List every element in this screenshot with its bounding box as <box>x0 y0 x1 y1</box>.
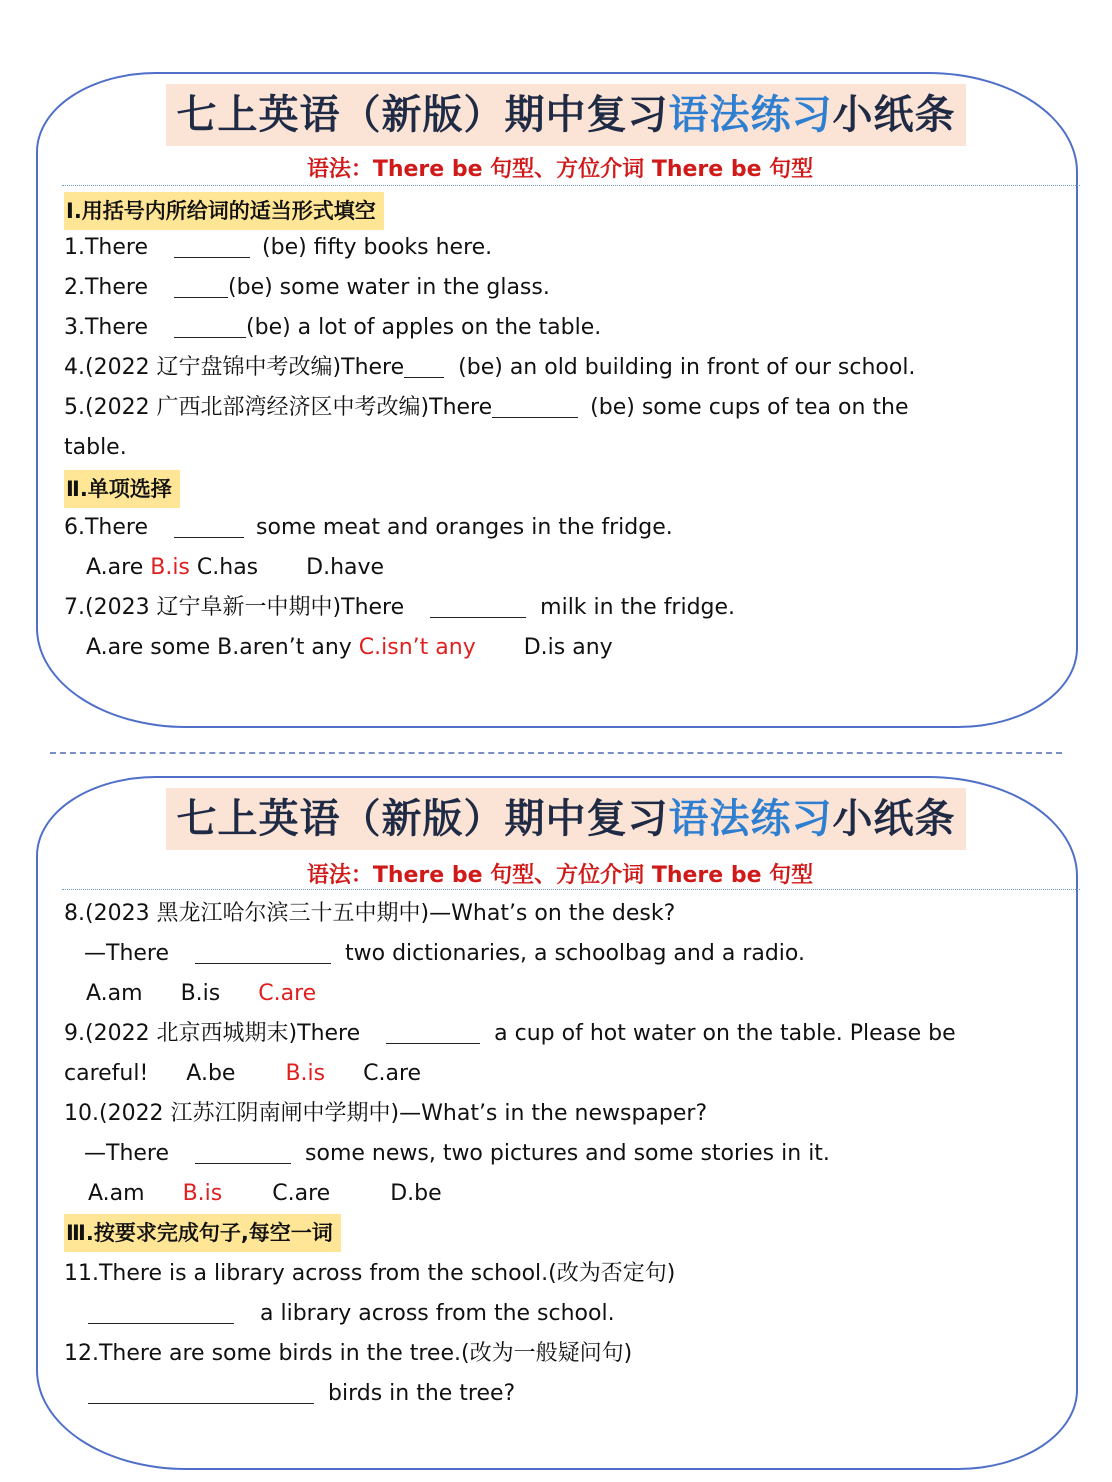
separator <box>62 889 1080 890</box>
option-c[interactable]: C.are <box>363 1061 422 1086</box>
question-5-cont: table. <box>64 435 127 460</box>
question-10-options <box>88 1179 442 1209</box>
answer-blank[interactable] <box>404 355 444 378</box>
question-1: 1.There (be) fifty books here. <box>64 235 493 260</box>
option-a[interactable]: A.be <box>186 1061 236 1086</box>
question-10-stem: —There some news, two pictures and some stories in it. <box>84 1141 830 1166</box>
option-b[interactable]: B.aren’t any <box>217 635 352 660</box>
answer-blank[interactable] <box>492 395 578 418</box>
card-title: 七上英语（新版）期中复习语法练习小纸条 <box>166 788 966 850</box>
section-3-heading: Ⅲ.按要求完成句子,每空一词 <box>64 1214 341 1252</box>
cut-line <box>50 752 1062 754</box>
question-7-options <box>86 633 613 663</box>
question-2: 2.There (be) some water in the glass. <box>64 275 550 300</box>
option-d[interactable]: D.be <box>390 1181 442 1206</box>
question-6: 6.There some meat and oranges in the fridge. <box>64 515 673 540</box>
question-11-answer: a library across from the school. <box>88 1299 615 1329</box>
card-subtitle: 语法：There be 句型、方位介词 There be 句型 <box>306 863 814 888</box>
card-title: 七上英语（新版）期中复习语法练习小纸条 <box>166 84 966 146</box>
section-1-heading: Ⅰ.用括号内所给词的适当形式填空 <box>64 192 384 230</box>
card-subtitle: 语法：There be 句型、方位介词 There be 句型 <box>306 157 814 182</box>
question-9-cont: careful! A.be B.is C.are <box>64 1061 422 1086</box>
option-d[interactable]: D.have <box>306 555 385 580</box>
option-a[interactable]: A.am <box>86 981 143 1006</box>
question-11: 11.There is a library across from the school.(改为否定句) <box>64 1261 676 1286</box>
option-d[interactable]: D.is any <box>523 635 613 660</box>
option-c[interactable]: C.are <box>272 1181 331 1206</box>
option-b[interactable]: B.is <box>180 981 221 1006</box>
question-12: 12.There are some birds in the tree.(改为一般疑问句) <box>64 1341 633 1366</box>
question-10: 10.(2022 江苏江阴南闸中学期中)—What’s in the newspaper? <box>64 1101 708 1126</box>
answer-blank[interactable] <box>430 595 526 618</box>
section-2-heading: Ⅱ.单项选择 <box>64 470 180 508</box>
question-3: 3.There (be) a lot of apples on the table. <box>64 315 602 340</box>
answer-blank[interactable] <box>195 1141 291 1164</box>
answer-blank[interactable] <box>174 275 228 298</box>
answer-blank[interactable] <box>174 515 244 538</box>
answer-blank[interactable] <box>174 315 246 338</box>
option-a[interactable]: A.am <box>88 1181 145 1206</box>
option-c[interactable]: C.has <box>196 555 259 580</box>
question-8-options <box>86 979 316 1009</box>
question-9: 9.(2022 北京西城期末)There a cup of hot water on the table. Please be <box>64 1021 956 1046</box>
answer-blank[interactable] <box>88 1301 234 1324</box>
option-c-correct[interactable]: C.are <box>258 981 317 1006</box>
option-a[interactable]: A.are <box>86 555 144 580</box>
option-a[interactable]: A.are some <box>86 635 211 660</box>
question-7: 7.(2023 辽宁阜新一中期中)There milk in the fridge. <box>64 595 736 620</box>
answer-blank[interactable] <box>386 1021 480 1044</box>
option-b-correct[interactable]: B.is <box>182 1181 223 1206</box>
answer-blank[interactable] <box>88 1381 314 1404</box>
question-6-options <box>86 553 384 583</box>
option-c-correct[interactable]: C.isn’t any <box>358 635 476 660</box>
question-12-answer: birds in the tree? <box>88 1379 515 1409</box>
separator <box>62 185 1080 186</box>
question-4: 4.(2022 辽宁盘锦中考改编)There (be) an old building in front of our school. <box>64 355 916 380</box>
answer-blank[interactable] <box>195 941 331 964</box>
option-b-correct[interactable]: B.is <box>150 555 190 580</box>
question-8-stem: —There two dictionaries, a schoolbag and a radio. <box>84 941 805 966</box>
question-8: 8.(2023 黑龙江哈尔滨三十五中期中)—What’s on the desk? <box>64 901 676 926</box>
answer-blank[interactable] <box>174 235 250 258</box>
option-b-correct[interactable]: B.is <box>285 1061 326 1086</box>
question-5: 5.(2022 广西北部湾经济区中考改编)There (be) some cups of tea on the <box>64 395 909 420</box>
